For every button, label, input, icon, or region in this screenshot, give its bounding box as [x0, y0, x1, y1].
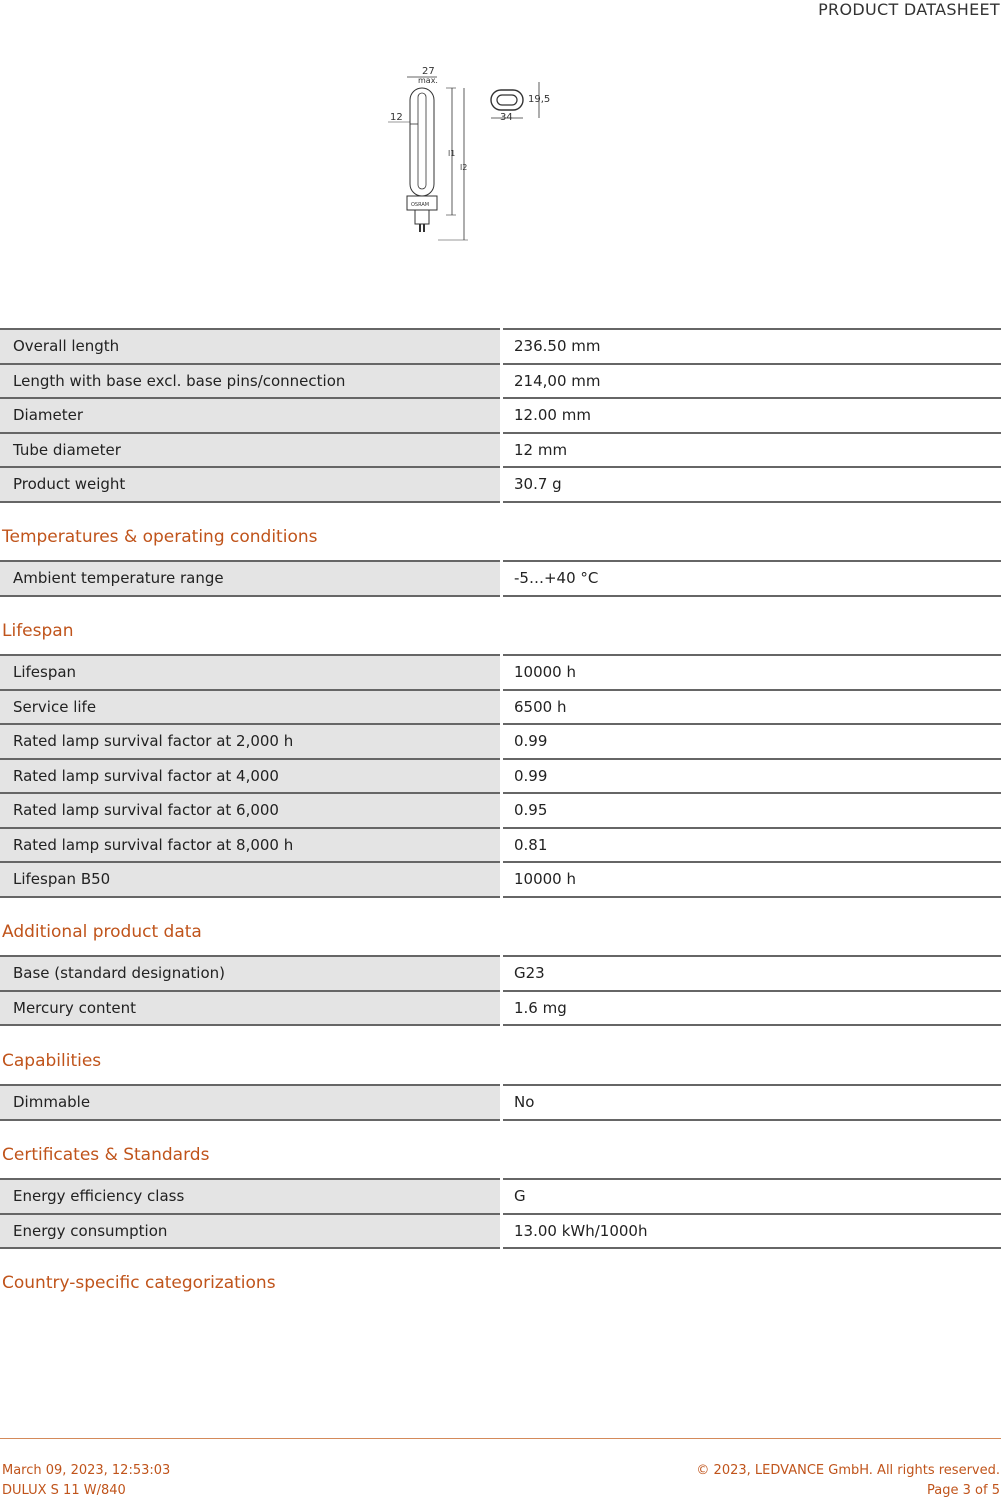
table-row [0, 433, 1001, 468]
row-value: 0.99 [502, 724, 1002, 759]
page-header-title: PRODUCT DATASHEET [818, 0, 1000, 19]
row-label: Rated lamp survival factor at 8,000 h [0, 828, 502, 863]
dim-l1-label: l1 [448, 149, 456, 158]
row-value: 214,00 mm [502, 364, 1002, 399]
section-title-country: Country-specific categorizations [2, 1273, 276, 1293]
row-label: Base (standard designation) [0, 956, 502, 991]
dim-l2-label: l2 [460, 163, 468, 172]
row-label: Energy efficiency class [0, 1179, 502, 1214]
table-row [0, 793, 1001, 828]
row-value: 1.6 mg [502, 991, 1002, 1026]
footer-right [696, 1461, 1000, 1501]
lamp-dimension-drawing [380, 60, 580, 250]
row-label: Diameter [0, 398, 502, 433]
row-value: 236.50 mm [502, 329, 1002, 364]
table-row [0, 956, 1001, 991]
dim-max-label: max. [418, 76, 438, 85]
table-row [0, 1179, 1001, 1214]
temperatures-table [0, 560, 1001, 597]
table-row [0, 759, 1001, 794]
row-label: Rated lamp survival factor at 2,000 h [0, 724, 502, 759]
lifespan-table [0, 654, 1001, 898]
row-value: 10000 h [502, 862, 1002, 897]
row-label: Product weight [0, 467, 502, 502]
table-row [0, 655, 1001, 690]
row-label: Tube diameter [0, 433, 502, 468]
table-row [0, 724, 1001, 759]
section-title-lifespan: Lifespan [2, 621, 74, 641]
section-title-certificates: Certificates & Standards [2, 1145, 210, 1165]
row-label: Rated lamp survival factor at 4,000 [0, 759, 502, 794]
row-value: -5…+40 °C [502, 561, 1002, 596]
table-row [0, 561, 1001, 596]
section-title-additional: Additional product data [2, 922, 202, 942]
table-row [0, 1085, 1001, 1120]
row-value: 30.7 g [502, 467, 1002, 502]
footer-copyright: © 2023, LEDVANCE GmbH. All rights reserved. [696, 1463, 1000, 1478]
dim-tube-label: 12 [390, 112, 403, 123]
row-value: 6500 h [502, 690, 1002, 725]
table-row [0, 467, 1001, 502]
dim-width-label: 27 [422, 66, 435, 77]
row-value: 0.81 [502, 828, 1002, 863]
table-row [0, 329, 1001, 364]
table-row [0, 991, 1001, 1026]
row-value: 12 mm [502, 433, 1002, 468]
row-label: Lifespan [0, 655, 502, 690]
footer-date: March 09, 2023, 12:53:03 [2, 1463, 171, 1478]
footer-page-number: Page 3 of 5 [927, 1483, 1000, 1498]
row-label: Mercury content [0, 991, 502, 1026]
row-value: 0.99 [502, 759, 1002, 794]
row-value: 12.00 mm [502, 398, 1002, 433]
dimensions-table [0, 328, 1001, 503]
row-value: G23 [502, 956, 1002, 991]
table-row [0, 690, 1001, 725]
row-label: Rated lamp survival factor at 6,000 [0, 793, 502, 828]
table-row [0, 828, 1001, 863]
row-label: Dimmable [0, 1085, 502, 1120]
table-row [0, 398, 1001, 433]
footer-divider [0, 1438, 1001, 1439]
row-value: 10000 h [502, 655, 1002, 690]
section-title-capabilities: Capabilities [2, 1051, 102, 1071]
row-label: Lifespan B50 [0, 862, 502, 897]
row-value: No [502, 1085, 1002, 1120]
dim-base-width-label: 34 [500, 112, 513, 123]
table-row [0, 862, 1001, 897]
section-title-temperatures: Temperatures & operating conditions [2, 527, 318, 547]
table-row [0, 1214, 1001, 1249]
capabilities-table [0, 1084, 1001, 1121]
certificates-table [0, 1178, 1001, 1249]
footer-left [2, 1461, 170, 1501]
row-label: Energy consumption [0, 1214, 502, 1249]
row-label: Overall length [0, 329, 502, 364]
row-label: Length with base excl. base pins/connection [0, 364, 502, 399]
row-label: Service life [0, 690, 502, 725]
row-value: 0.95 [502, 793, 1002, 828]
table-row [0, 364, 1001, 399]
row-label: Ambient temperature range [0, 561, 502, 596]
dim-base-depth-label: 19,5 [528, 94, 551, 105]
additional-table [0, 955, 1001, 1026]
footer-product: DULUX S 11 W/840 [2, 1483, 126, 1498]
brand-mark: OSRAM [411, 202, 430, 208]
row-value: 13.00 kWh/1000h [502, 1214, 1002, 1249]
row-value: G [502, 1179, 1002, 1214]
